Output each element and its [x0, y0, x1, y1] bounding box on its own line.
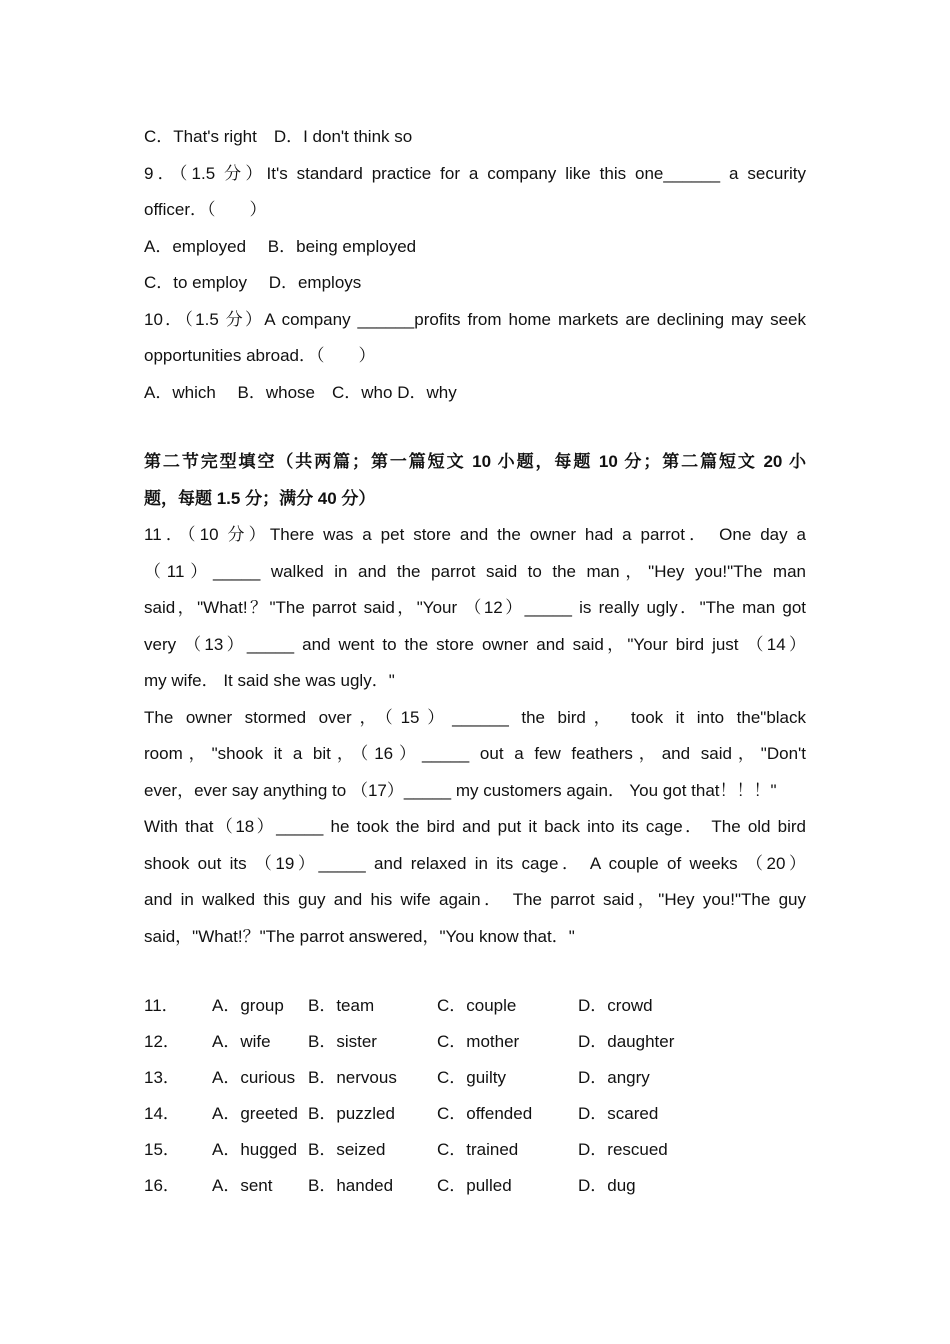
- option-a: A．group: [212, 996, 284, 1015]
- spacer: [144, 411, 806, 444]
- q9-stem-line1: 9．（1.5 分）It's standard practice for a company like this one______ a security: [144, 163, 806, 183]
- q10-options: A．which B．whose C．who D．why: [144, 382, 457, 402]
- question-number: 13．: [144, 1068, 180, 1087]
- passage-line: my wife． It said she was ugly．": [144, 671, 395, 690]
- passage-line: said，"What!？"The parrot answered，"You know that．": [144, 926, 575, 946]
- option-a: A．curious: [212, 1068, 296, 1087]
- option-row: [144, 1132, 806, 1168]
- option-c: C．guilty: [437, 1068, 506, 1087]
- option-row: [144, 1060, 806, 1096]
- option-d: D．angry: [578, 1068, 650, 1087]
- option-d: D．daughter: [578, 1032, 675, 1051]
- passage-line: and in walked this guy and his wife again． The parrot said，"Hey you!"The guy: [144, 890, 806, 909]
- option-b: B．handed: [308, 1176, 394, 1195]
- option-row: [144, 1096, 806, 1132]
- q10-stem-line2: opportunities abroad．（ ）: [144, 346, 376, 365]
- option-b: B．puzzled: [308, 1104, 395, 1123]
- passage-line: With that（18）_____ he took the bird and put it back into its cage． The old bird: [144, 817, 806, 836]
- passage-line: room，"shook it a bit，（16）_____ out a few feathers，and said，"Don't: [144, 744, 806, 763]
- cloze-passage: [144, 517, 806, 955]
- option-b: B．nervous: [308, 1068, 397, 1087]
- option-row: [144, 1168, 806, 1204]
- option-c: C．couple: [437, 996, 517, 1015]
- option-c: C．mother: [437, 1032, 520, 1051]
- option-a: A．sent: [212, 1176, 273, 1195]
- cloze-options-table: [144, 988, 806, 1204]
- passage-line: The owner stormed over，（15）______ the bird， took it into the"black: [144, 707, 806, 727]
- q9-options-ab: A．employed B．being employed: [144, 236, 417, 256]
- passage-line: very （13）_____ and went to the store owner and said，"Your bird just （14）: [144, 634, 806, 654]
- q9-options-cd: C．to employ D．employs: [144, 273, 362, 292]
- option-a: A．greeted: [212, 1104, 298, 1123]
- option-b: B．seized: [308, 1140, 386, 1159]
- passage-line: shook out its （19）_____ and relaxed in its cage． A couple of weeks （20）: [144, 853, 806, 873]
- option-c: C．trained: [437, 1140, 519, 1159]
- option-d: D．scared: [578, 1104, 659, 1123]
- section2-heading-line1: 第二节完型填空（共两篇；第一篇短文 10 小题，每题 10 分；第二篇短文 20 小: [144, 452, 806, 471]
- option-b: B．sister: [308, 1032, 377, 1051]
- question-number: 14．: [144, 1104, 180, 1123]
- passage-line: 11．（10 分）There was a pet store and the owner had a parrot． One day a: [144, 525, 806, 544]
- question-number: 16．: [144, 1176, 180, 1195]
- question-number: 11．: [144, 996, 179, 1015]
- option-c: C．offended: [437, 1104, 533, 1123]
- option-row: [144, 1024, 806, 1060]
- section2-heading-line2: 题，每题 1.5 分；满分 40 分）: [144, 488, 376, 508]
- option-c: C．pulled: [437, 1176, 512, 1195]
- option-d: D．rescued: [578, 1140, 668, 1159]
- option-a: A．hugged: [212, 1140, 298, 1159]
- option-d: D．dug: [578, 1176, 636, 1195]
- document-content: [144, 119, 806, 1204]
- option-b: B．team: [308, 996, 375, 1015]
- question-number: 12．: [144, 1032, 180, 1051]
- option-row: [144, 988, 806, 1024]
- q10-stem-line1: 10．（1.5 分）A company ______profits from home markets are declining may seek: [144, 309, 806, 329]
- passage-line: said，"What!？"The parrot said，"Your （12）_____ is really ugly．"The man got: [144, 598, 806, 617]
- option-d: D．crowd: [578, 996, 653, 1015]
- q9-stem-line2: officer．（ ）: [144, 200, 267, 219]
- passage-line: （11）_____ walked in and the parrot said to the man，"Hey you!"The man: [144, 561, 806, 581]
- passage-line: ever，ever say anything to （17）_____ my customers again． You got that！！！": [144, 780, 777, 800]
- question-number: 15．: [144, 1140, 180, 1159]
- q8-options-cd: C．That's right D．I don't think so: [144, 127, 413, 146]
- option-a: A．wife: [212, 1032, 271, 1051]
- spacer: [144, 955, 806, 988]
